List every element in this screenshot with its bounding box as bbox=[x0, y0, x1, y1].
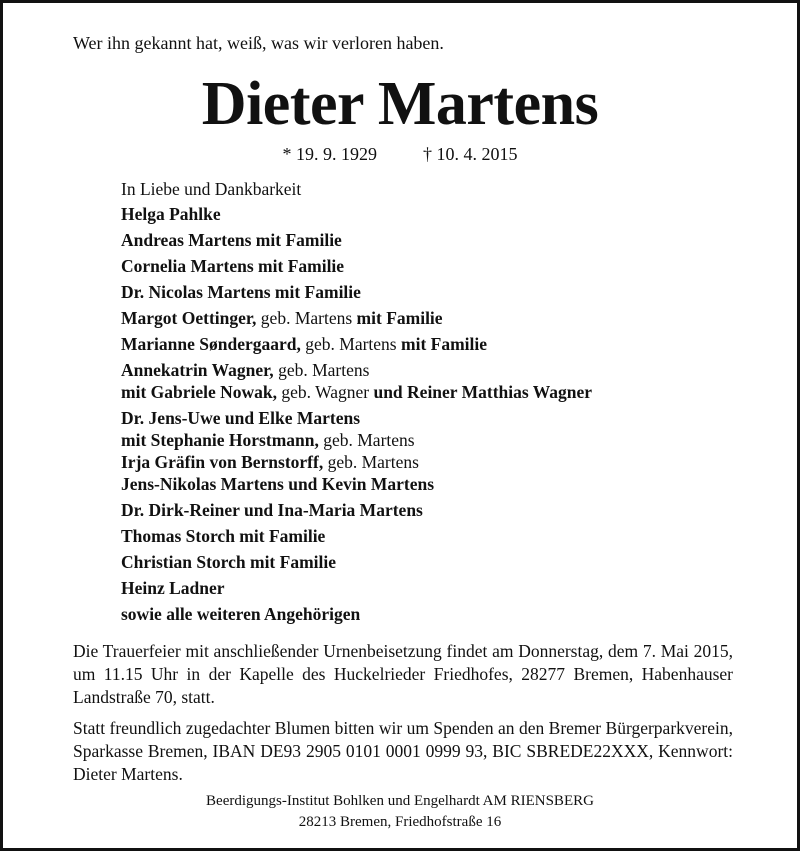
funeral-home bbox=[3, 791, 797, 833]
mourner-name: Annekatrin Wagner, bbox=[121, 360, 274, 380]
mourner-line bbox=[121, 473, 592, 495]
mourner-note: geb. Martens bbox=[256, 308, 357, 328]
mourner-name: Heinz Ladner bbox=[121, 578, 225, 598]
death-date: † 10. 4. 2015 bbox=[423, 144, 518, 164]
mourner-note: geb. Martens bbox=[300, 334, 401, 354]
mourner-name: Marianne Søndergaard, bbox=[121, 334, 301, 354]
mourner-note: geb. Martens bbox=[323, 452, 419, 472]
mourner-name: Dr. Jens-Uwe und Elke Martens bbox=[121, 408, 361, 428]
mourner-name: Helga Pahlke bbox=[121, 204, 221, 224]
mourner-name: Dr. Nicolas Martens mit Familie bbox=[121, 282, 361, 302]
mourner-name: Margot Oettinger, bbox=[121, 308, 257, 328]
mourner-name: mit Familie bbox=[401, 334, 488, 354]
mourner-name: Irja Gräfin von Bernstorff, bbox=[121, 452, 324, 472]
mourner-line bbox=[121, 407, 592, 429]
mourner-line bbox=[121, 451, 592, 473]
mourner-line bbox=[121, 229, 592, 251]
mourner-line bbox=[121, 307, 592, 329]
mourner-name: Andreas Martens mit Familie bbox=[121, 230, 342, 250]
mourners bbox=[121, 203, 592, 625]
mourner-line bbox=[121, 281, 592, 303]
life-dates bbox=[3, 144, 797, 165]
mourner-note: geb. Wagner bbox=[277, 382, 374, 402]
mourner-name: mit Stephanie Horstmann, bbox=[121, 430, 319, 450]
greeting: In Liebe und Dankbarkeit bbox=[121, 179, 302, 199]
intro-quote: Wer ihn gekannt hat, weiß, was wir verloren haben. bbox=[73, 33, 444, 53]
mourner-line bbox=[121, 333, 592, 355]
funeral-home-address: 28213 Bremen, Friedhofstraße 16 bbox=[298, 814, 502, 830]
mourner-name: und Reiner Matthias Wagner bbox=[373, 382, 593, 402]
birth-date: * 19. 9. 1929 bbox=[282, 144, 377, 164]
mourner-line bbox=[121, 203, 592, 225]
mourner-name: sowie alle weiteren Angehörigen bbox=[121, 604, 361, 624]
mourner-line bbox=[121, 525, 592, 547]
mourner-line bbox=[121, 381, 592, 403]
mourner-line bbox=[121, 577, 592, 599]
mourner-name: mit Gabriele Nowak, bbox=[121, 382, 278, 402]
funeral-home-name: Beerdigungs-Institut Bohlken und Engelhardt AM RIENSBERG bbox=[206, 793, 594, 809]
mourner-name: Jens-Nikolas Martens und Kevin Martens bbox=[121, 474, 435, 494]
family-list bbox=[121, 178, 592, 625]
mourner-line bbox=[121, 255, 592, 277]
mourner-name: Thomas Storch mit Familie bbox=[121, 526, 326, 546]
mourner-line bbox=[121, 499, 592, 521]
mourner-line bbox=[121, 359, 592, 381]
mourner-line bbox=[121, 603, 592, 625]
mourner-name: Cornelia Martens mit Familie bbox=[121, 256, 345, 276]
mourner-note: geb. Martens bbox=[318, 430, 415, 450]
donation-info: Statt freundlich zugedachter Blumen bitten wir um Spenden an den Bremer Bürgerparkverein, Sparkasse Bremen, IBAN DE93 2905 0101 0001 0999 93, BIC SBREDE22XXX, Kennwort: Dieter Martens. bbox=[73, 718, 733, 784]
mourner-line bbox=[121, 551, 592, 573]
mourner-line bbox=[121, 429, 592, 451]
mourner-name: Christian Storch mit Familie bbox=[121, 552, 337, 572]
mourner-name: Dr. Dirk-Reiner und Ina-Maria Martens bbox=[121, 500, 423, 520]
mourner-note: geb. Martens bbox=[273, 360, 370, 380]
mourner-name: mit Familie bbox=[356, 308, 443, 328]
deceased-name: Dieter Martens bbox=[201, 70, 599, 138]
ceremony-info: Die Trauerfeier mit anschließender Urnenbeisetzung findet am Donnerstag, dem 7. Mai 2015, um 11.15 Uhr in der Kapelle des Huckelrieder Friedhofes, 28277 Bremen, Habenhauser Landstraße 70, statt. bbox=[73, 641, 733, 707]
